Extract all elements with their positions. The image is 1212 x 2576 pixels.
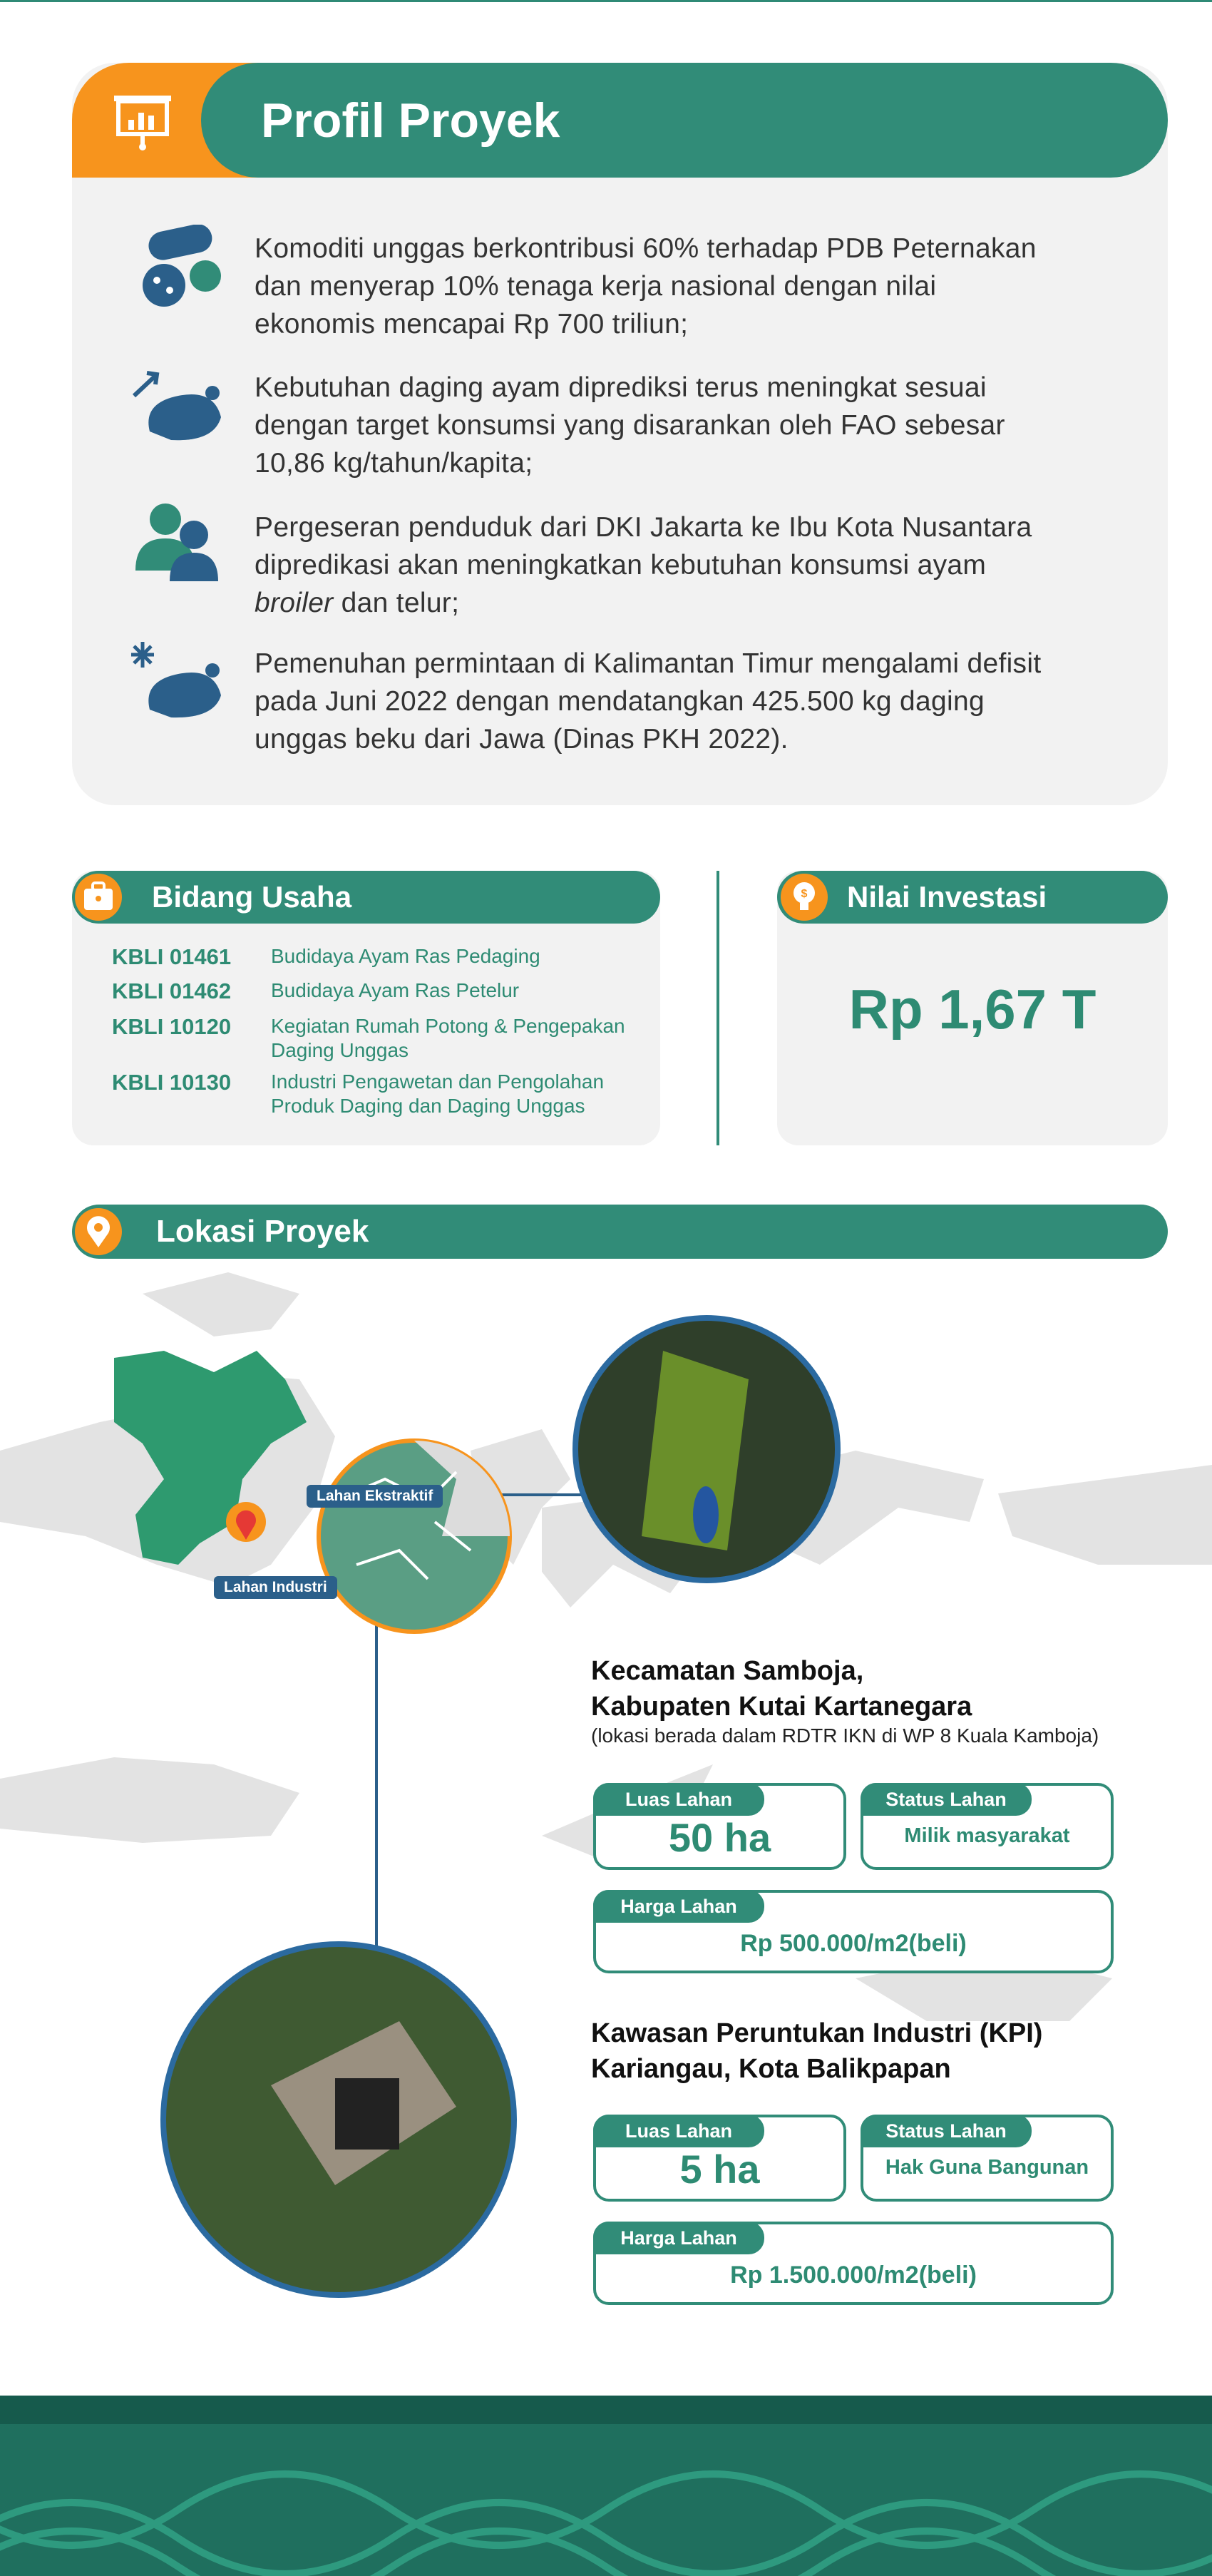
bullet-line: 10,86 kg/tahun/kapita; <box>255 448 533 479</box>
profil-bullet <box>255 645 1146 758</box>
investasi-header <box>777 871 1168 924</box>
bullet-line: unggas beku dari Jawa (Dinas PKH 2022). <box>255 724 789 755</box>
harga-lahan-box <box>593 1890 1114 1973</box>
kbli-code: KBLI 10130 <box>112 1070 232 1095</box>
bullet-line: Kebutuhan daging ayam diprediksi terus meningkat sesuai <box>255 372 987 403</box>
box-label: Harga Lahan <box>593 2222 764 2254</box>
status-lahan-box <box>861 2115 1114 2202</box>
box-label: Harga Lahan <box>593 1890 764 1923</box>
investasi-value: Rp 1,67 T <box>848 978 1097 1041</box>
harga-lahan-box <box>593 2222 1114 2305</box>
location-pin-icon <box>74 1207 123 1256</box>
bullet-line: dan menyerap 10% tenaga kerja nasional dengan nilai <box>255 271 937 302</box>
kbli-code: KBLI 01461 <box>112 944 232 969</box>
italic-term: broiler <box>255 588 334 618</box>
bullet-line <box>255 584 1146 622</box>
bullet-line: Pemenuhan permintaan di Kalimantan Timur mengalami defisit <box>255 648 1042 679</box>
bullet-line: ekonomis mencapai Rp 700 triliun; <box>255 309 689 339</box>
profil-bullet <box>255 369 1146 482</box>
section-divider <box>717 871 719 1145</box>
box-label: Status Lahan <box>861 1783 1032 1816</box>
luas-value: 50 ha <box>668 1815 771 1860</box>
box-label: Status Lahan <box>861 2115 1032 2147</box>
kbli-desc: Budidaya Ayam Ras Pedaging <box>271 945 540 967</box>
site-title <box>591 2015 1042 2087</box>
site-title-line: Kecamatan Samboja, <box>591 1656 864 1686</box>
site-title-line: Kariangau, Kota Balikpapan <box>591 2054 951 2084</box>
samboja-pond <box>693 1486 719 1543</box>
investasi-title: Nilai Investasi <box>847 880 1047 914</box>
box-label: Luas Lahan <box>593 1783 764 1816</box>
bullet-line: Komoditi unggas berkontribusi 60% terhadap PDB Peternakan <box>255 233 1037 264</box>
svg-text:$: $ <box>801 888 808 900</box>
lokasi-header <box>72 1205 1168 1259</box>
profil-header <box>201 63 1168 178</box>
status-value: Milik masyarakat <box>904 1824 1070 1847</box>
money-bulb-icon <box>780 873 828 921</box>
box-label: Luas Lahan <box>593 2115 764 2147</box>
pin-label-industri: Lahan Industri <box>214 1576 337 1599</box>
bidang-title: Bidang Usaha <box>152 880 352 914</box>
people-icon <box>128 499 228 585</box>
site-note: (lokasi berada dalam RDTR IKN di WP 8 Kuala Kamboja) <box>591 1724 1099 1747</box>
kariangau-building <box>335 2078 399 2150</box>
status-lahan-box <box>861 1783 1114 1870</box>
frozen-chicken-icon <box>128 635 228 720</box>
site-title-line: Kabupaten Kutai Kartanegara <box>591 1692 972 1722</box>
bidang-header <box>72 871 660 924</box>
bullet-line: dipredikasi akan meningkatkan kebutuhan konsumsi ayam <box>255 550 987 581</box>
bullet-line: pada Juni 2022 dengan mendatangkan 425.500 kg daging <box>255 686 985 717</box>
bullet-line: Pergeseran penduduk dari DKI Jakarta ke Ibu Kota Nusantara <box>255 512 1032 543</box>
lokasi-title: Lokasi Proyek <box>156 1214 369 1249</box>
footer-pattern <box>0 2396 1212 2576</box>
pin-label-ekstraktif: Lahan Ekstraktif <box>307 1485 443 1508</box>
site-title-line: Kawasan Peruntukan Industri (KPI) <box>591 2018 1043 2048</box>
luas-lahan-box <box>593 2115 846 2202</box>
luas-lahan-box <box>593 1783 846 1870</box>
luas-value: 5 ha <box>679 2147 760 2192</box>
kbli-code: KBLI 01462 <box>112 978 232 1003</box>
top-divider <box>0 0 1212 2</box>
bullet-line: dengan target konsumsi yang disarankan oleh FAO sebesar <box>255 410 1005 441</box>
harga-value: Rp 500.000/m2(beli) <box>740 1930 967 1957</box>
commodity-icon <box>128 225 228 310</box>
kbli-desc: Kegiatan Rumah Potong & Pengepakan Daging Unggas <box>271 1015 625 1061</box>
kbli-desc: Industri Pengawetan dan Pengolahan Produk Daging dan Daging Unggas <box>271 1070 605 1117</box>
bullet-line-rest: dan telur; <box>333 588 460 618</box>
kbli-code: KBLI 10120 <box>112 1014 232 1039</box>
status-value: Hak Guna Bangunan <box>885 2156 1089 2179</box>
kbli-desc: Budidaya Ayam Ras Petelur <box>271 979 520 1001</box>
profil-bullet <box>255 230 1146 343</box>
presentation-chart-icon <box>107 86 178 157</box>
harga-value: Rp 1.500.000/m2(beli) <box>730 2261 977 2289</box>
profil-title: Profil Proyek <box>261 93 560 148</box>
profil-bullet <box>255 508 1146 622</box>
chicken-increase-icon <box>128 360 228 446</box>
site-title <box>591 1653 972 1724</box>
briefcase-icon <box>74 873 123 921</box>
